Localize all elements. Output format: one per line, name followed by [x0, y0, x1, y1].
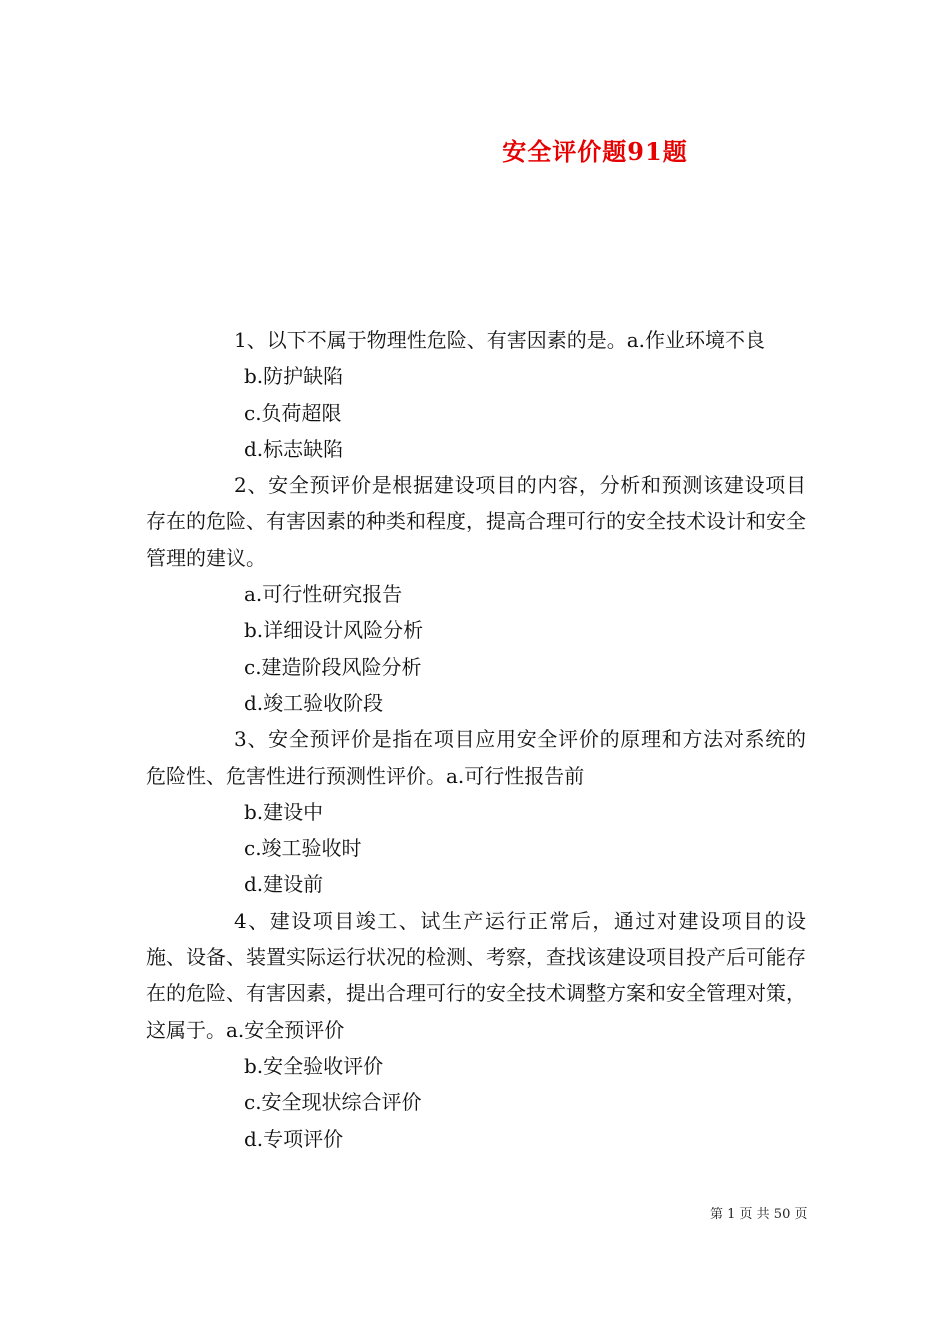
question-4: 4、建设项目竣工、试生产运行正常后，通过对建设项目的设施、设备、装置实际运行状况的检测、考察，查找该建设项目投产后可能存在的危险、有害因素，提出合理可行的安全技术调整方案和安全管理对策，这属于。a.安全预评价	[146, 908, 806, 1042]
question-2-option-b: b.详细设计风险分析	[244, 618, 424, 643]
document-title: 安全评价题91题	[502, 137, 688, 166]
question-4-option-d: d.专项评价	[244, 1126, 344, 1151]
question-4-option-b: b.安全验收评价	[244, 1053, 384, 1078]
question-3-option-d: d.建设前	[244, 872, 324, 897]
question-2: 2、安全预评价是根据建设项目的内容，分析和预测该建设项目存在的危险、有害因素的种类和程度，提高合理可行的安全技术设计和安全管理的建议。	[146, 473, 806, 570]
question-list	[146, 322, 806, 1157]
question-2-option-c: c.建造阶段风险分析	[244, 654, 422, 679]
question-2-option-d: d.竣工验收阶段	[244, 690, 384, 715]
page-number: 第 1 页 共 50 页	[710, 1207, 808, 1222]
question-3-option-b: b.建设中	[244, 799, 324, 824]
question-1-option-b: b.防护缺陷	[244, 364, 344, 389]
question-1-option-c: c.负荷超限	[244, 400, 342, 425]
question-3-option-c: c.竣工验收时	[244, 836, 362, 861]
question-1: 1、以下不属于物理性危险、有害因素的是。a.作业环境不良	[234, 328, 766, 352]
question-1-option-d: d.标志缺陷	[244, 436, 344, 461]
question-2-option-a: a.可行性研究报告	[244, 582, 403, 607]
question-4-option-c: c.安全现状综合评价	[244, 1090, 422, 1115]
question-3: 3、安全预评价是指在项目应用安全评价的原理和方法对系统的危险性、危害性进行预测性评价。a.可行性报告前	[146, 727, 806, 788]
